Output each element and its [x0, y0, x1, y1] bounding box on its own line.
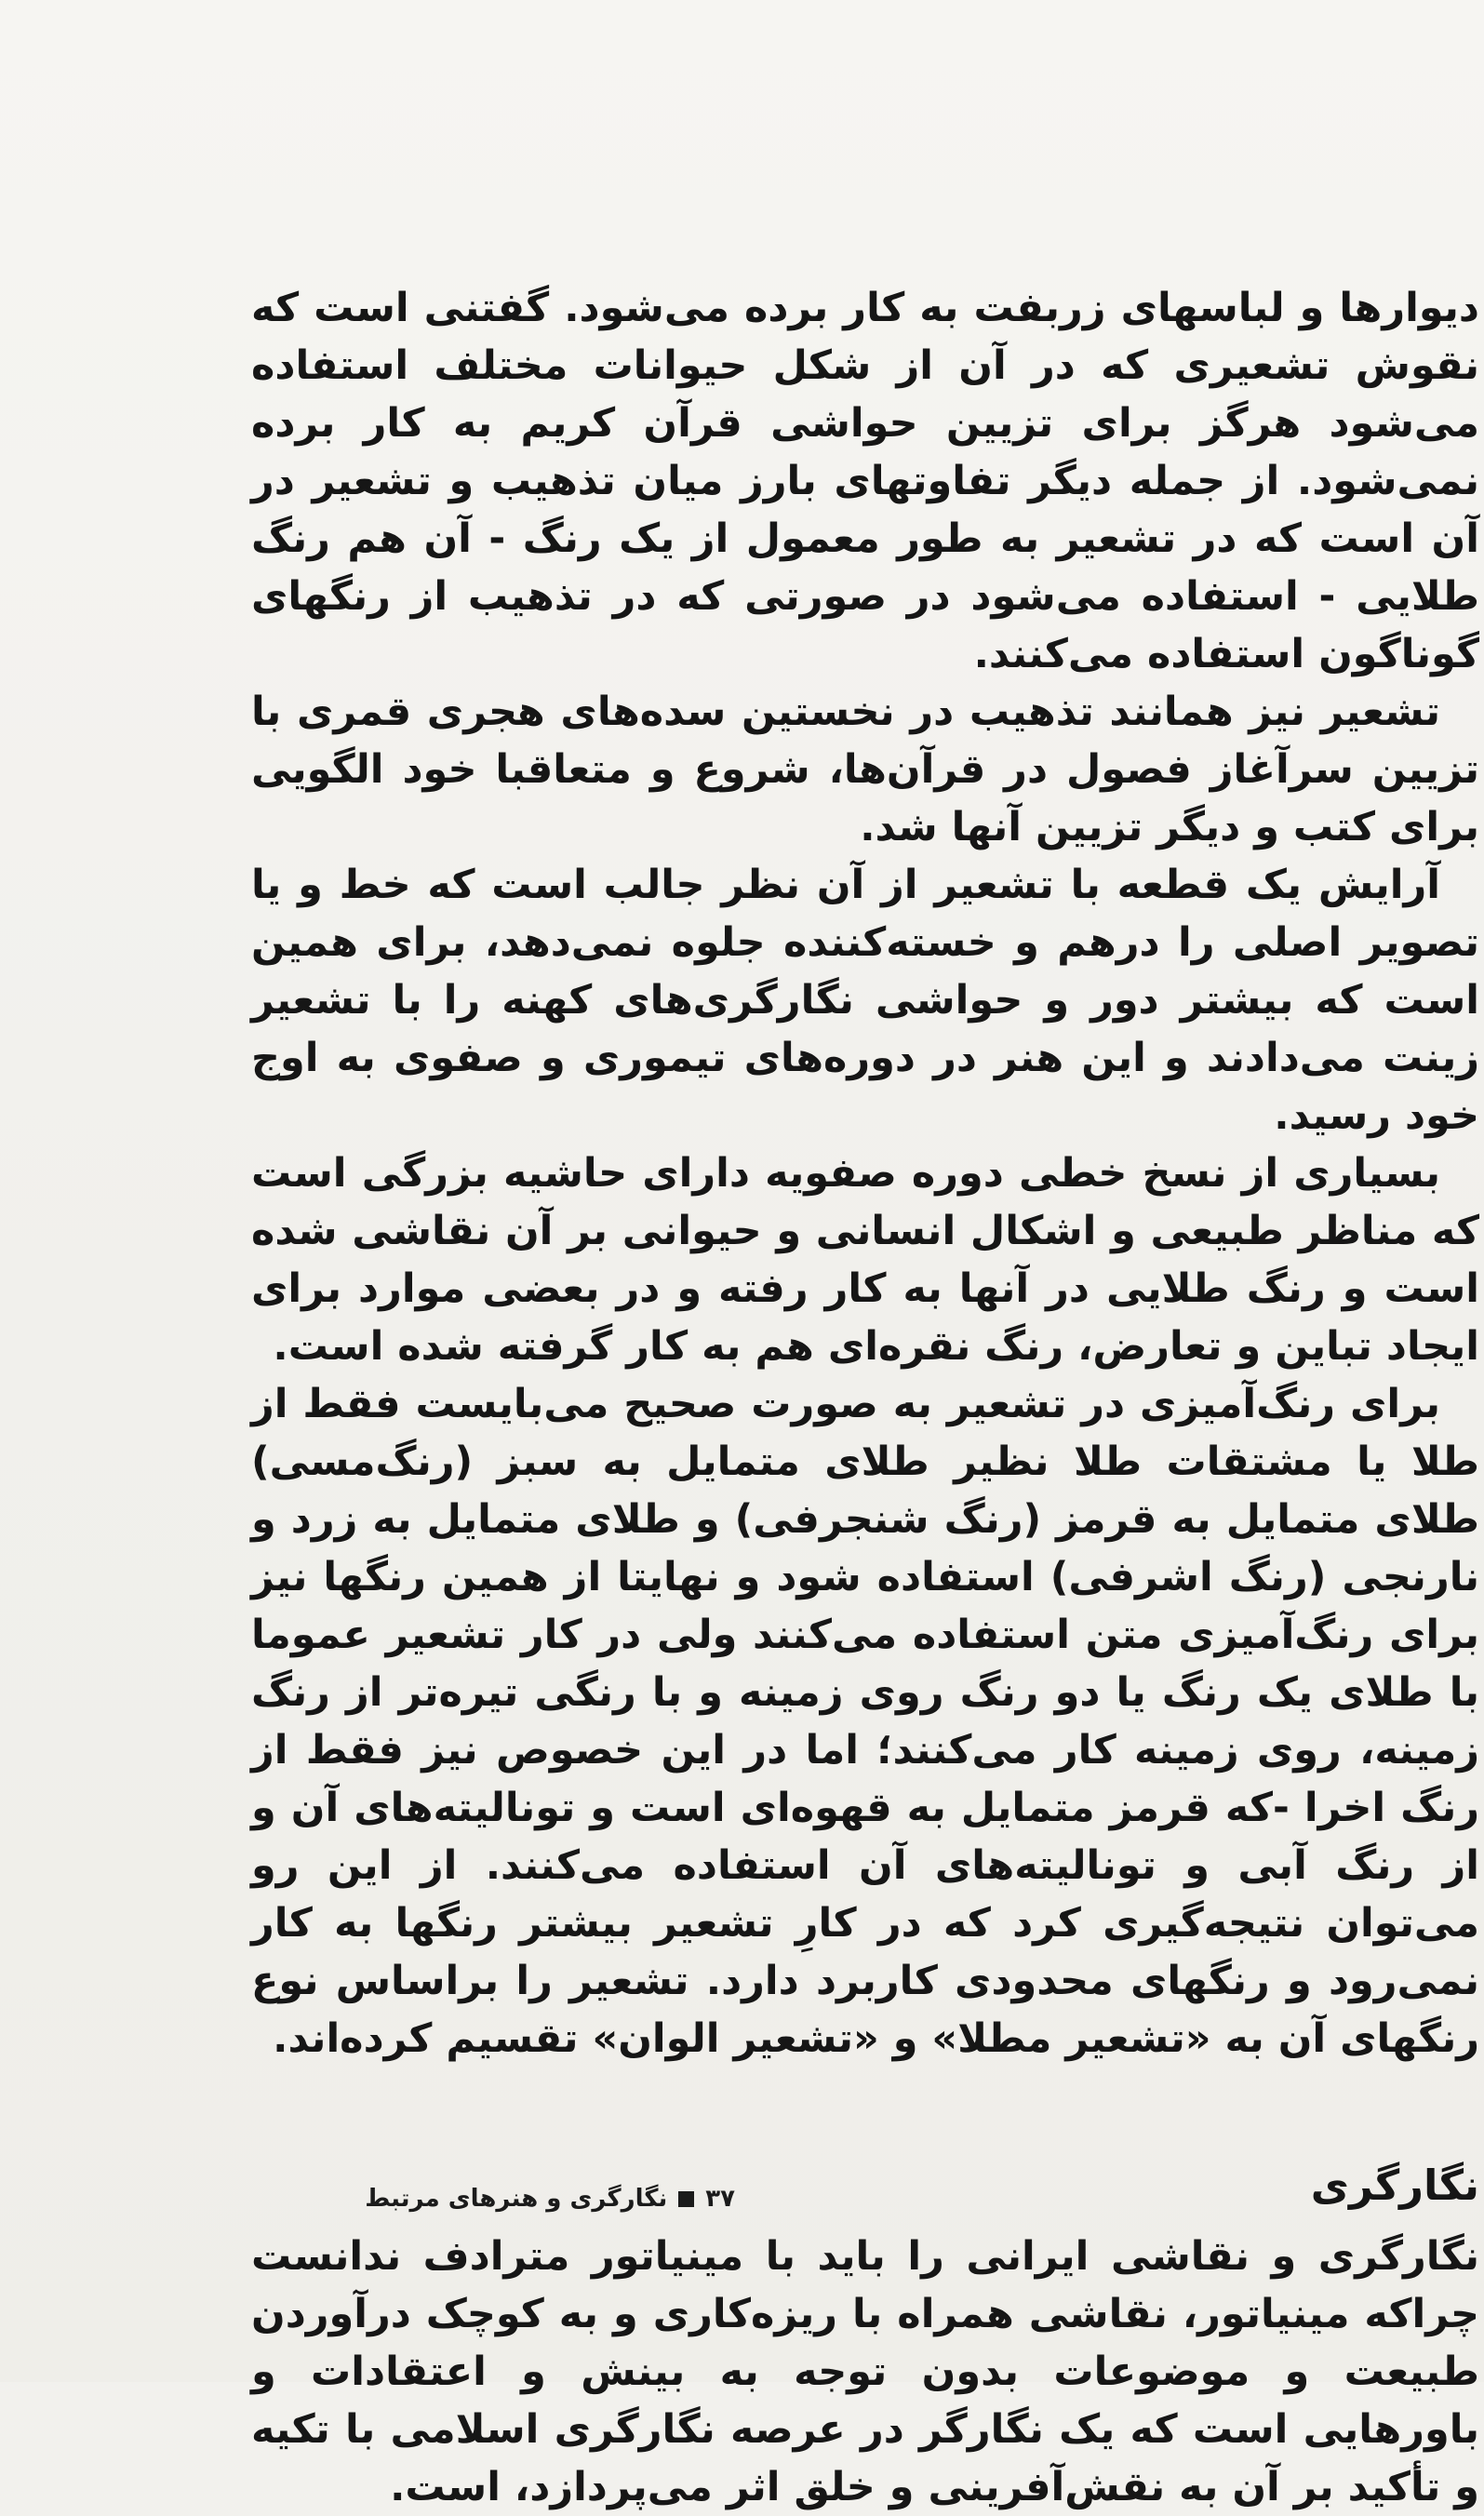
paragraph-negargari: نگارگری و نقاشی ایرانی را باید با مینیاتور مترادف ندانست چراکه مینیاتور، نقاشی همراه با ریزه‌کاری و به کوچک درآوردن طبیعت و موضوعات بدون توجه به بینش و اعتقادات و باورهایی است که یک نگارگر در عرصه نگارگری اسلامی با تکیه و تأکید بر آن به نقش‌آفرینی و خلق اثر می‌پردازد، است.	[251, 2233, 1479, 2510]
square-bullet-icon	[678, 2191, 694, 2207]
section-heading-negargari: نگارگری	[1310, 2161, 1479, 2210]
paragraph-coloring: برای رنگ‌آمیزی در تشعیر به صورت صحیح می‌بایست فقط از طلا یا مشتقات طلا نظیر طلای متمایل به سبز (رنگ‌مسی) طلای متمایل به قرمز (رنگ شنجرفی) و طلای متمایل به زرد و نارنجی (رنگ اشرفی) استفاده شود و نهایتا از همین رنگها نیز برای رنگ‌آمیزی متن استفاده می‌کنند ولی در کار تشعیر عموما با طلای یک رنگ یا دو رنگ روی زمینه و با رنگی تیره‌تر از رنگ زمینه، روی زمینه کار می‌کنند؛ اما در این خصوص نیز فقط از رنگ اخرا -که قرمز متمایل به قهوه‌ای است و تونالیته‌های آن و از رنگ آبی و تونالیته‌های آن استفاده می‌کنند. از این رو می‌توان نتیجه‌گیری کرد که در کارِ تشعیر بیشتر رنگها به کار نمی‌رود و رنگهای محدودی کاربرد دارد. تشعیر را براساس نوع رنگهای آن به «تشعیر مطلا» و «تشعیر الوان» تقسیم کرده‌اند.	[251, 1381, 1479, 2062]
paragraph-safavid-manuscripts: بسیاری از نسخ خطی دوره صفویه دارای حاشیه بزرگی است که مناظر طبیعی و اشکال انسانی و حیوانی بر آن نقاشی شده است و رنگ طلایی در آنها به کار رفته و در بعضی موارد برای ایجاد تباین و تعارض، رنگ نقره‌ای هم به کار گرفته شده است.	[251, 1150, 1479, 1370]
page-number: ۳۷	[705, 2185, 735, 2213]
text-column	[251, 279, 1479, 2516]
paragraph-tashir-arrangement: آرایش یک قطعه با تشعیر از آن نظر جالب است که خط و یا تصویر اصلی را درهم و خسته‌کننده جلوه نمی‌دهد، برای همین است که بیشتر دور و حواشی نگارگری‌های کهنه را با تشعیر زینت می‌دادند و این هنر در دوره‌های تیموری و صفوی به اوج خود رسید.	[251, 862, 1479, 1139]
paragraph-tashir-history: تشعیر نیز همانند تذهیب در نخستین سده‌های هجری قمری با تزیین سرآغاز فصول در قرآن‌ها، شروع و متعاقبا خود الگویی برای کتب و دیگر تزیین آنها شد.	[251, 689, 1479, 850]
paragraph-intro: دیوارها و لباسهای زربفت به کار برده می‌شود. گفتنی است که نقوش تشعیری که در آن از شکل حیوانات مختلف استفاده می‌شود هرگز برای تزیین حواشی قرآن کریم به کار برده نمی‌شود. از جمله دیگر تفاوتهای بارز میان تذهیب و تشعیر در آن است که در تشعیر به طور معمول از یک رنگ - آن هم رنگ طلایی - استفاده می‌شود در صورتی که در تذهیب از رنگهای گوناگون استفاده می‌کنند.	[251, 285, 1479, 677]
running-title: نگارگری و هنرهای مرتبط	[365, 2185, 668, 2213]
page-footer	[365, 2185, 735, 2213]
